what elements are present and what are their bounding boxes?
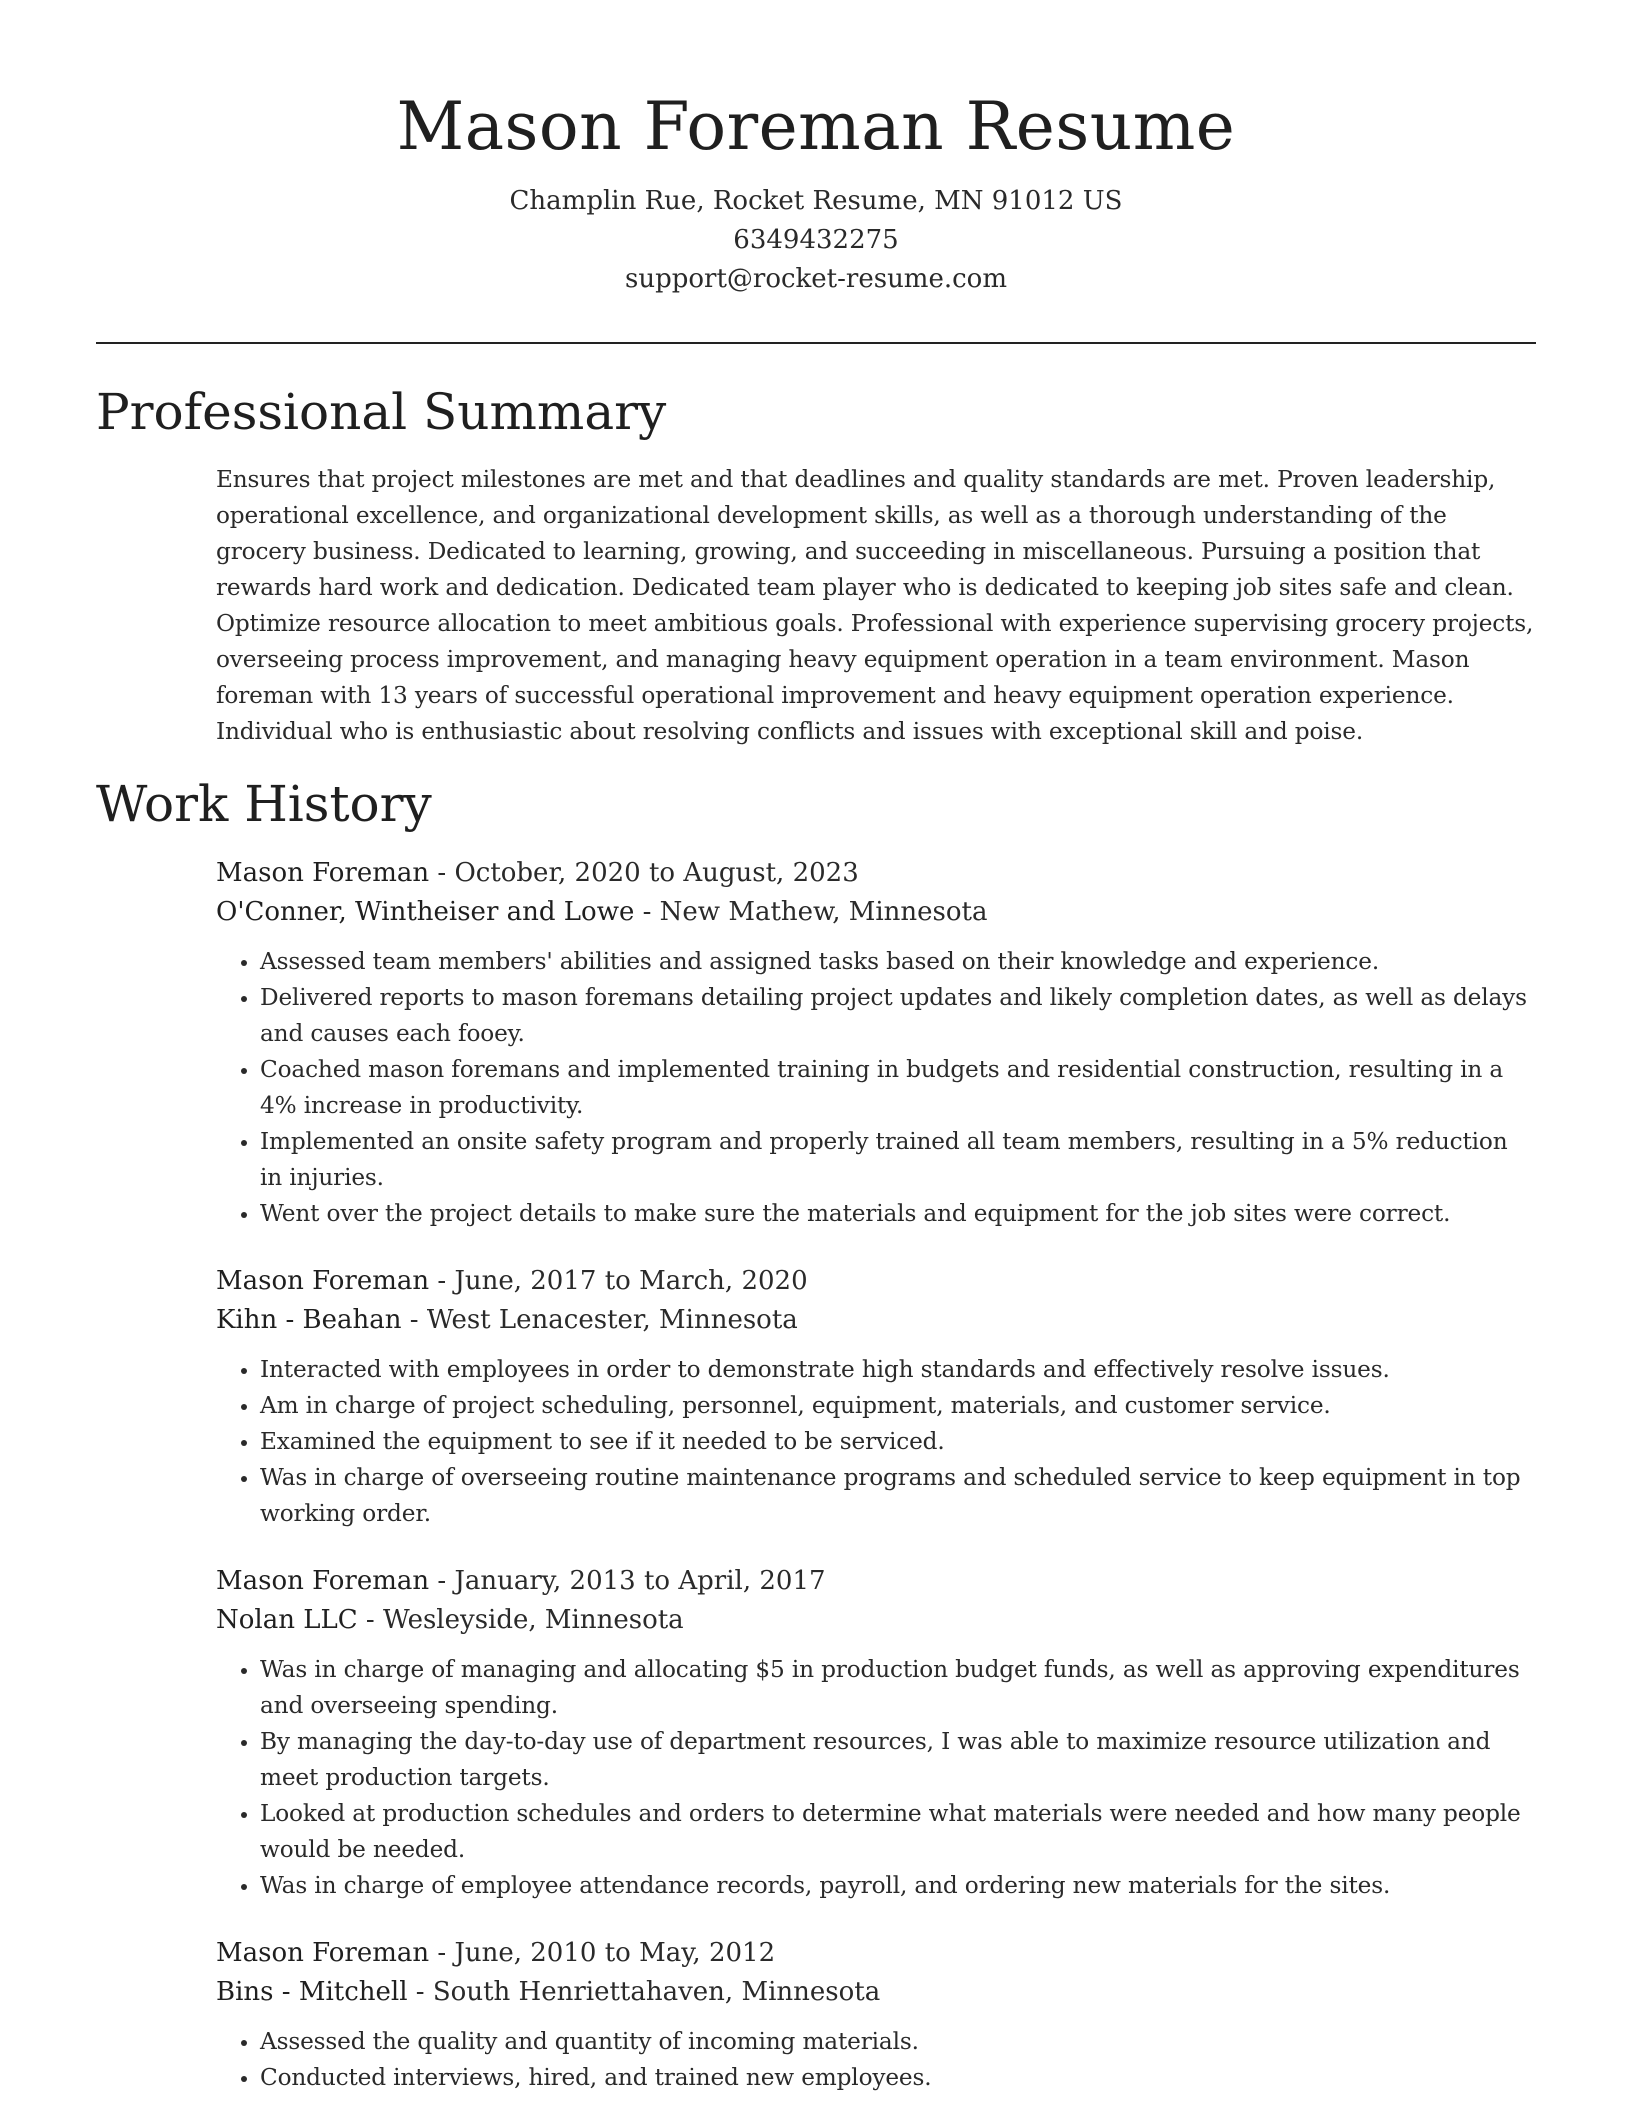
job-dates: - October, 2020 to August, 2023 [429, 858, 859, 888]
resume-name: Mason Foreman Resume [396, 88, 1236, 165]
work-history-heading: Work History [96, 775, 432, 833]
job-dates: - June, 2017 to March, 2020 [429, 1266, 808, 1296]
job-bullets [216, 1652, 1536, 1904]
job-role: Mason Foreman [216, 1266, 430, 1296]
job-location: - South Henriettahaven, Minnesota [407, 1977, 881, 2007]
job-employer-line [216, 893, 1536, 932]
contact-email: support@rocket-resume.com [624, 264, 1007, 294]
job-bullet: • By managing the day-to-day use of department resources, I was able to maximize resource utilization and meet production targets. [260, 1724, 1536, 1796]
job-bullet: • Am in charge of project scheduling, personnel, equipment, materials, and customer service. [260, 1388, 1536, 1424]
work-history-list [216, 854, 1536, 2126]
job-dates: - January, 2013 to April, 2017 [429, 1566, 826, 1596]
summary-heading: Professional Summary [96, 383, 667, 441]
job-entry [216, 854, 1536, 1232]
job-location: - Wesleyside, Minnesota [357, 1605, 684, 1635]
job-bullet: • Was in charge of managing and allocating $5 in production budget funds, as well as approving expenditures and overseeing spending. [260, 1652, 1536, 1724]
job-bullets [216, 944, 1536, 1232]
job-entry [216, 1262, 1536, 1532]
resume-header [0, 82, 1632, 299]
job-bullets [216, 2024, 1536, 2096]
job-role: Mason Foreman [216, 1566, 430, 1596]
job-bullet: • Went over the project details to make sure the materials and equipment for the job sites were correct. [260, 1196, 1536, 1232]
job-bullet: • Assessed the quality and quantity of incoming materials. [260, 2024, 1536, 2060]
job-location: - West Lenacester, Minnesota [401, 1305, 798, 1335]
job-bullet: • Implemented an onsite safety program and properly trained all team members, resulting in a 5% reduction in injuries. [260, 1124, 1536, 1196]
job-bullet: • Was in charge of overseeing routine maintenance programs and scheduled service to keep equipment in top working order. [260, 1460, 1536, 1532]
job-bullet: • Examined the equipment to see if it needed to be serviced. [260, 1424, 1536, 1460]
contact-block [0, 182, 1632, 299]
job-employer-line [216, 1973, 1536, 2012]
job-company: Kihn - Beahan [216, 1305, 402, 1335]
job-employer-line [216, 1601, 1536, 1640]
job-bullet: • Looked at production schedules and orders to determine what materials were needed and how many people would be needed. [260, 1796, 1536, 1868]
job-entry [216, 1934, 1536, 2096]
job-title-line [216, 1934, 1536, 1973]
job-bullet: • Coached mason foremans and implemented training in budgets and residential construction, resulting in a 4% increase in productivity. [260, 1052, 1536, 1124]
job-location: - New Mathew, Minnesota [634, 897, 988, 927]
job-bullets [216, 1352, 1536, 1532]
job-bullet: • Interacted with employees in order to demonstrate high standards and effectively resolve issues. [260, 1352, 1536, 1388]
summary-text: Ensures that project milestones are met and that deadlines and quality standards are met. Proven leadership, operational excellence, and organizational development skills, as well as a thorough understanding of the grocery business. Dedicated to learning, growing, and succeeding in miscellaneous. Pursuing a position that rewards hard work and dedication. Dedicated team player who is dedicated to keeping job sites safe and clean. Optimize resource allocation to meet ambitious goals. Professional with experience supervising grocery projects, overseeing process improvement, and managing heavy equipment operation in a team environment. Mason foreman with 13 years of successful operational improvement and heavy equipment operation experience. Individual who is enthusiastic about resolving conflicts and issues with exceptional skill and poise. [216, 466, 1534, 745]
job-title-line [216, 854, 1536, 893]
contact-phone: 6349432275 [733, 225, 899, 255]
job-role: Mason Foreman [216, 858, 430, 888]
job-company: Nolan LLC [216, 1605, 358, 1635]
job-company: O'Conner, Wintheiser and Lowe [216, 897, 635, 927]
job-employer-line [216, 1301, 1536, 1340]
job-bullet: • Was in charge of employee attendance records, payroll, and ordering new materials for the sites. [260, 1868, 1536, 1904]
job-bullet: • Conducted interviews, hired, and trained new employees. [260, 2060, 1536, 2096]
job-title-line [216, 1562, 1536, 1601]
job-entry [216, 1562, 1536, 1904]
header-divider [96, 342, 1536, 344]
job-role: Mason Foreman [216, 1938, 430, 1968]
job-bullet: • Assessed team members' abilities and assigned tasks based on their knowledge and experience. [260, 944, 1536, 980]
job-dates: - June, 2010 to May, 2012 [429, 1938, 776, 1968]
contact-address: Champlin Rue, Rocket Resume, MN 91012 US [509, 186, 1123, 216]
job-bullet: • Delivered reports to mason foremans detailing project updates and likely completion dates, as well as delays and causes each fooey. [260, 980, 1536, 1052]
job-company: Bins - Mitchell [216, 1977, 408, 2007]
job-title-line [216, 1262, 1536, 1301]
